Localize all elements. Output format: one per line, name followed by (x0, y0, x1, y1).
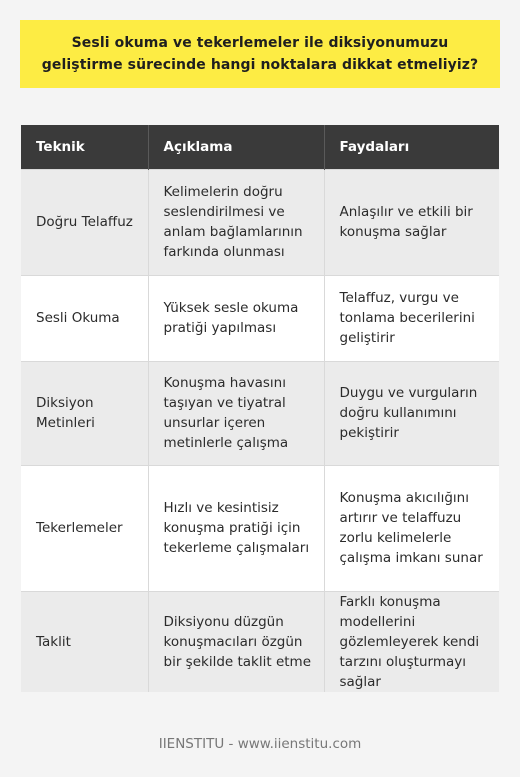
cell-description: Hızlı ve kesintisiz konuşma pratiği için tekerleme çalışmaları (148, 465, 324, 591)
cell-description: Diksiyonu düzgün konuşmacıları özgün bir şekilde taklit etme (148, 591, 324, 692)
cell-technique: Diksiyon Metinleri (21, 361, 148, 465)
cell-benefits: Anlaşılır ve etkili bir konuşma sağlar (324, 169, 499, 275)
cell-technique: Doğru Telaffuz (21, 169, 148, 275)
cell-description: Yüksek sesle okuma pratiği yapılması (148, 275, 324, 361)
cell-benefits: Duygu ve vurguların doğru kullanımını pekiştirir (324, 361, 499, 465)
cell-benefits: Farklı konuşma modellerini gözlemleyerek kendi tarzını oluşturmayı sağlar (324, 591, 499, 692)
title-banner (20, 20, 500, 88)
cell-technique: Taklit (21, 591, 148, 692)
column-header-technique: Teknik (21, 125, 148, 169)
table-row (21, 591, 499, 692)
page-title: Sesli okuma ve tekerlemeler ile diksiyonumuzu geliştirme sürecinde hangi noktalara dikkat etmeliyiz? (41, 35, 479, 73)
cell-benefits: Konuşma akıcılığını artırır ve telaffuzu zorlu kelimelerle çalışma imkanı sunar (324, 465, 499, 591)
cell-technique: Sesli Okuma (21, 275, 148, 361)
column-header-benefits: Faydaları (324, 125, 499, 169)
table-row (21, 169, 499, 275)
table-header-row (21, 125, 499, 169)
table-row (21, 275, 499, 361)
techniques-table (21, 125, 499, 692)
table-row (21, 361, 499, 465)
table-row (21, 465, 499, 591)
footer-credit: IIENSTITU - www.iienstitu.com (158, 736, 362, 752)
cell-description: Kelimelerin doğru seslendirilmesi ve anlam bağlamlarının farkında olunması (148, 169, 324, 275)
column-header-description: Açıklama (148, 125, 324, 169)
cell-description: Konuşma havasını taşıyan ve tiyatral unsurlar içeren metinlerle çalışma (148, 361, 324, 465)
cell-technique: Tekerlemeler (21, 465, 148, 591)
cell-benefits: Telaffuz, vurgu ve tonlama becerilerini geliştirir (324, 275, 499, 361)
